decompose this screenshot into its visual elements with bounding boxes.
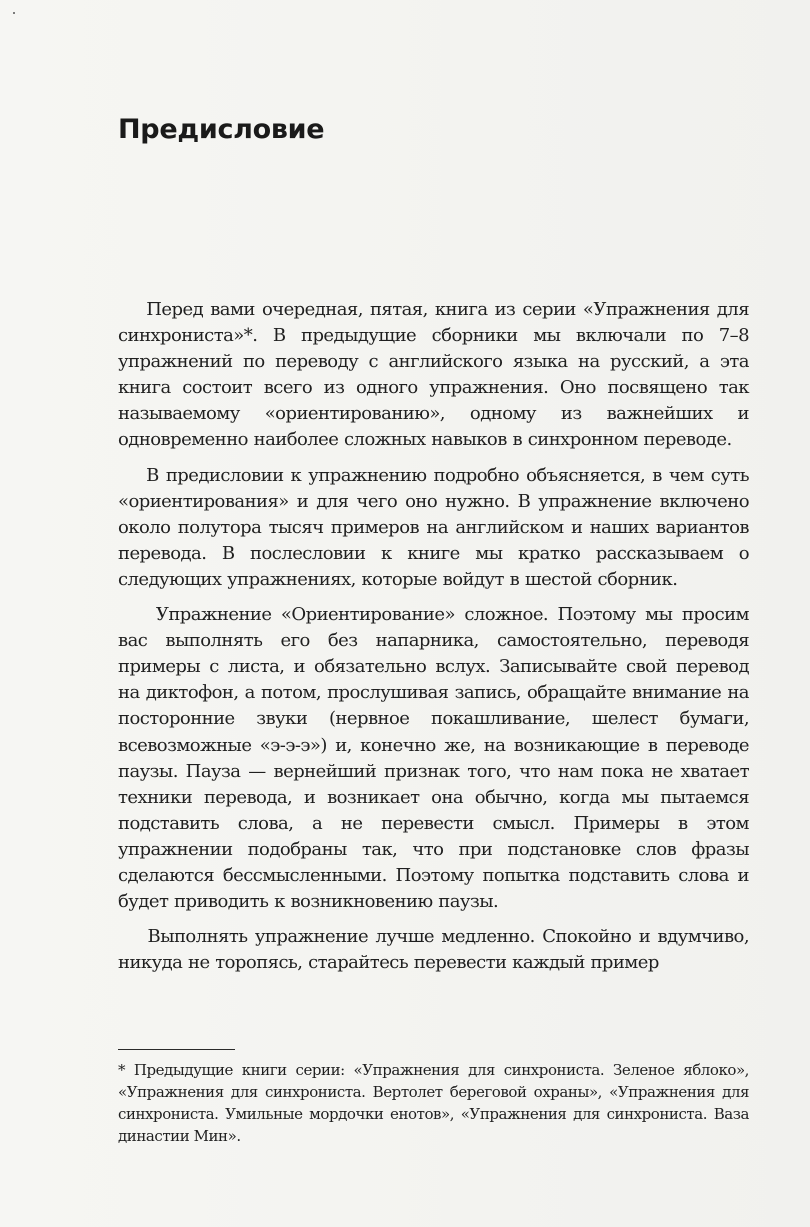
paragraph-2 xyxy=(118,463,749,593)
paragraph-3 xyxy=(118,602,749,915)
footnote-divider xyxy=(118,1049,235,1050)
scan-speck xyxy=(13,12,15,14)
paragraph-4-text: Выполнять упражнение лучше медленно. Спокойно и вдумчиво, никуда не торопясь, старайтесь перевести каждый пример xyxy=(118,926,750,974)
paragraph-2-text: В предисловии к упражнению подробно объясняется, в чем суть «ориентирования» и для чего оно нужно. В упражнение включено около полутора тысяч примеров на английском и наших вариантов перевода. В послесловии к книге мы кратко рассказываем о следующих упражнениях, которые войдут в шестой сборник. xyxy=(118,464,749,590)
page-title: Предисловие xyxy=(118,114,325,145)
paragraph-1-text: Перед вами очередная, пятая, книга из серии «Упражнения для синхрониста»*. В предыдущие сборники мы включали по 7–8 упражнений по переводу с английского языка на русский, а эта книга состоит всего из одного упражнения. Оно посвящено так называемому «ориентированию», одному из важнейших и одновременно наиболее сложных навыков в синхронном переводе. xyxy=(118,299,749,451)
paragraph-4 xyxy=(118,924,749,976)
body-text xyxy=(118,297,749,985)
paragraph-1 xyxy=(118,297,749,454)
paragraph-3-text: Упражнение «Ориентирование» сложное. Поэтому мы просим вас выполнять его без напарника, самостоятельно, переводя примеры с листа, и обязательно вслух. Записывайте свой перевод на диктофон, а потом, прослушивая запись, обращайте внимание на посторонние звуки (нервное покашливание, шелест бумаги, всевозможные «э-э-э») и, конечно же, на возникающие в переводе паузы. Пауза — вернейший признак того, что нам пока не хватает техники перевода, и возникает она обычно, когда мы пытаемся подставить слова, а не перевести смысл. Примеры в этом упражнении подобраны так, что при подстановке слов фразы сделаются бессмысленными. Поэтому попытка подставить слова и будет приводить к возникновению паузы. xyxy=(118,604,750,913)
footnote: * Предыдущие книги серии: «Упражнения для синхрониста. Зеленое яблоко», «Упражнения для синхрониста. Вертолет береговой охраны», «Упражнения для синхрониста. Умильные мордочки енотов», «Упражнения для синхрониста. Ваза династии Мин». xyxy=(118,1061,749,1145)
